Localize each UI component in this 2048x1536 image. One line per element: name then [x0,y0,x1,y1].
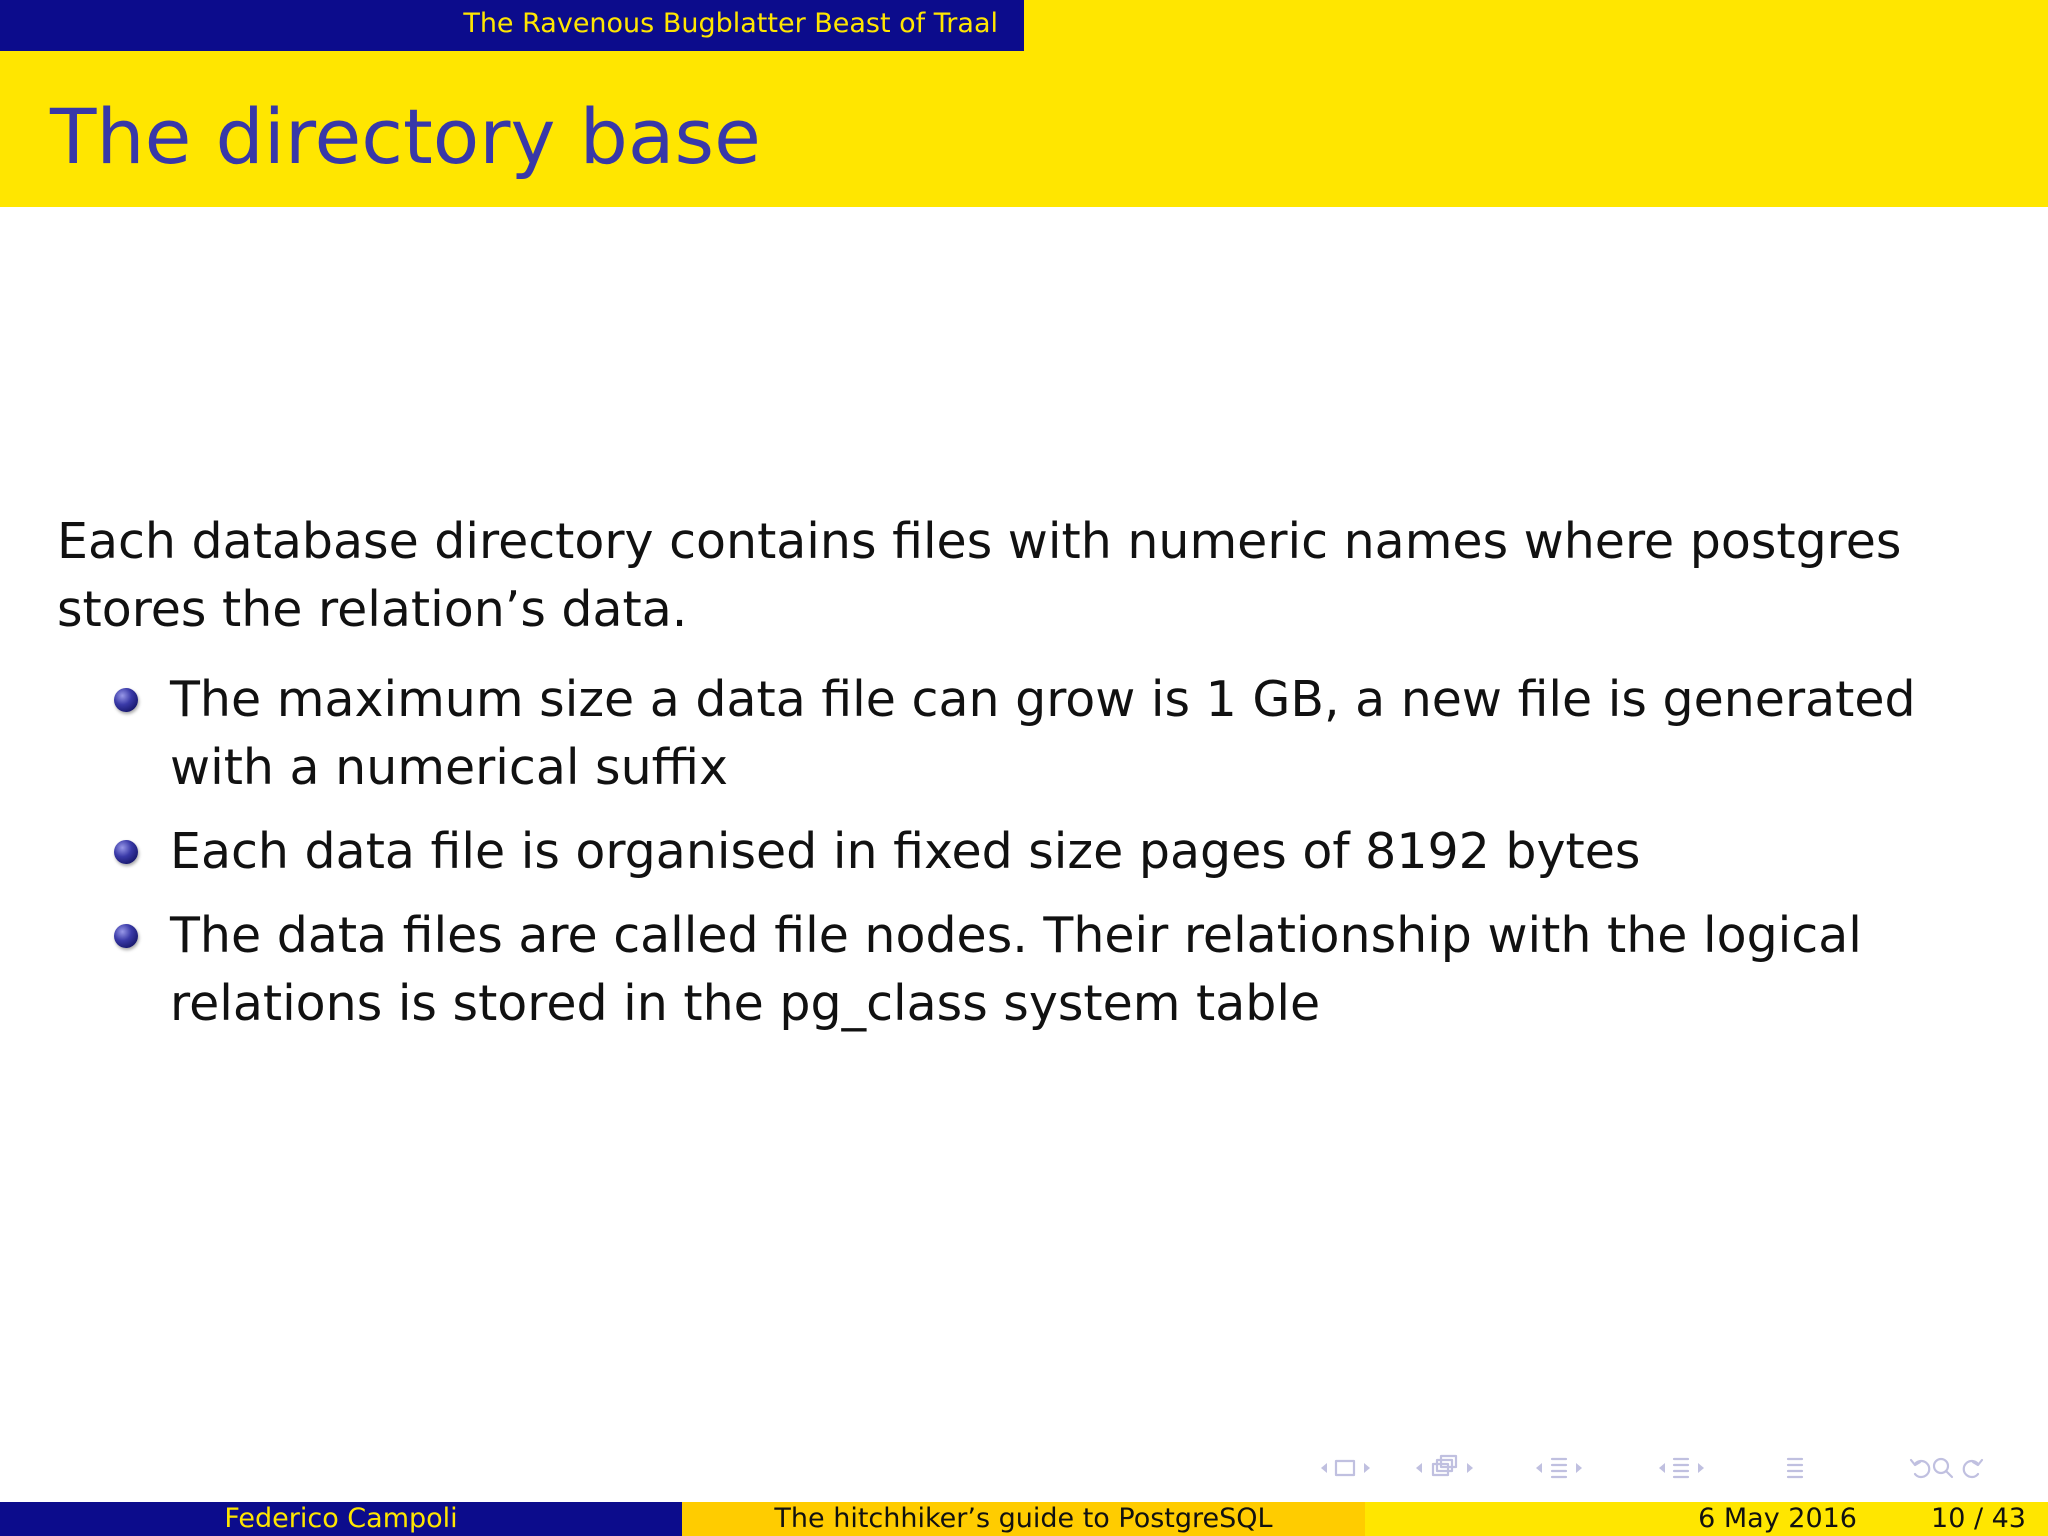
navigation-symbols-graphic [1318,1448,2018,1488]
nav-appendix-icon[interactable] [1788,1459,1802,1477]
footer-page-number: 10 / 43 [1931,1503,2026,1534]
frame-title-bar [0,51,2048,207]
section-header-navy-part [0,0,1024,51]
nav-section-prev-icon[interactable] [1536,1463,1542,1473]
ball-bullet-icon [114,924,138,948]
nav-frame-prev-icon[interactable] [1321,1463,1327,1473]
nav-frame-icon[interactable] [1336,1461,1354,1475]
nav-frame-next-icon[interactable] [1364,1463,1370,1473]
nav-doc-icon[interactable] [1674,1459,1688,1477]
list-item-text: The data files are called file nodes. Their relationship with the logical relations is stored in the pg_class system table [170,907,1862,1032]
frame-title: The directory base [50,92,761,181]
footer-title[interactable]: The hitchhiker’s guide to PostgreSQL [682,1502,1365,1536]
navigation-symbols [1318,1448,2018,1488]
nav-search-icon[interactable] [1934,1459,1952,1477]
nav-subsection-next-icon[interactable] [1467,1463,1473,1473]
footline [0,1502,2048,1536]
bullet-list [57,666,2017,1038]
list-item-text: The maximum size a data file can grow is 1 GB, a new file is generated with a numerical suffix [170,671,1916,796]
footer-author[interactable]: Federico Campoli [0,1502,682,1536]
section-header-bar [0,0,2048,51]
nav-doc-prev-icon[interactable] [1659,1463,1665,1473]
slide-body [57,508,2017,1054]
footer-date-page [1365,1502,2048,1536]
ball-bullet-icon [114,688,138,712]
intro-paragraph: Each database directory contains files with numeric names where postgres stores the relation’s data. [57,513,1902,638]
nav-section-icon[interactable] [1552,1459,1566,1477]
nav-back-icon[interactable] [1911,1460,1929,1477]
nav-subsection-prev-icon[interactable] [1416,1463,1422,1473]
nav-section-next-icon[interactable] [1576,1463,1582,1473]
footer-date: 6 May 2016 [1698,1503,1857,1534]
list-item [57,902,2030,1038]
list-item [57,666,2030,802]
nav-doc-next-icon[interactable] [1698,1463,1704,1473]
ball-bullet-icon [114,840,138,864]
section-title[interactable]: The Ravenous Bugblatter Beast of Traal [463,8,998,39]
nav-forward-icon[interactable] [1964,1460,1982,1477]
nav-subsection-icon[interactable] [1433,1456,1456,1475]
list-item [57,818,2030,886]
list-item-text: Each data file is organised in fixed size pages of 8192 bytes [170,823,1641,880]
